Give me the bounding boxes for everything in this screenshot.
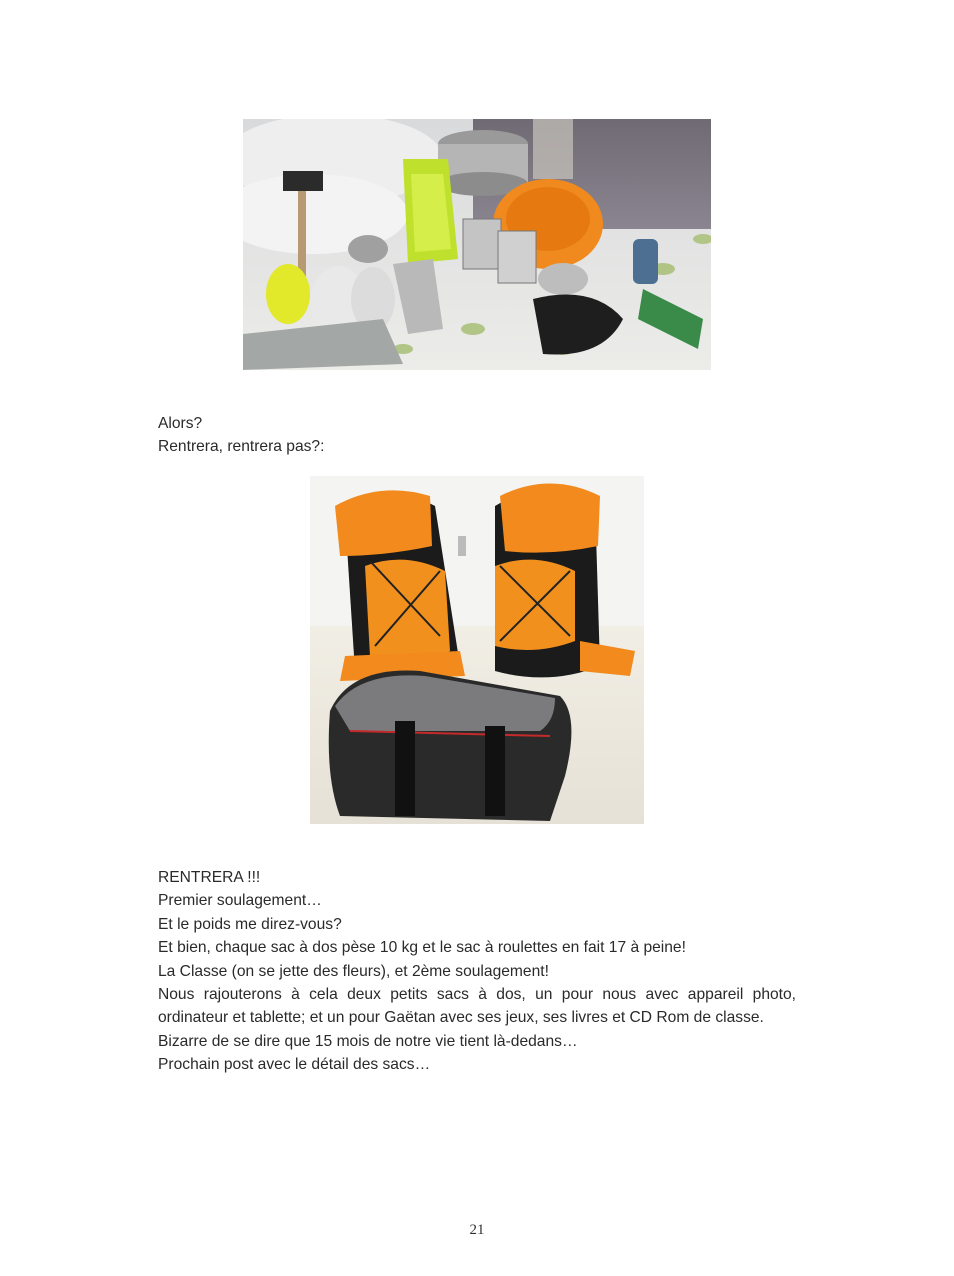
body-line-2: Premier soulagement… <box>158 892 322 910</box>
body-text <box>158 866 796 1077</box>
backpacks-photo <box>310 476 644 824</box>
camping-gear-photo <box>243 119 711 370</box>
body-line-4: Et bien, chaque sac à dos pèse 10 kg et le sac à roulettes en fait 17 à peine! <box>158 939 686 957</box>
body-line-3: Et le poids me direz-vous? <box>158 915 342 933</box>
page-number: 21 <box>469 1222 485 1238</box>
body-line-6: Nous rajouterons à cela deux petits sacs à dos, un pour nous avec appareil photo, ordinateur et tablette; et un pour Gaëtan avec ses jeux, ses livres et CD Rom de classe. <box>158 986 796 1027</box>
intro-line-2: Rentrera, rentrera pas?: <box>158 438 325 456</box>
intro-line-1: Alors? <box>158 415 203 432</box>
body-line-1: RENTRERA !!! <box>158 869 261 886</box>
intro-text <box>158 412 796 459</box>
body-line-5: La Classe (on se jette des fleurs), et 2ème soulagement! <box>158 962 549 980</box>
body-line-8: Prochain post avec le détail des sacs… <box>158 1056 431 1074</box>
body-line-7: Bizarre de se dire que 15 mois de notre vie tient là-dedans… <box>158 1032 578 1050</box>
